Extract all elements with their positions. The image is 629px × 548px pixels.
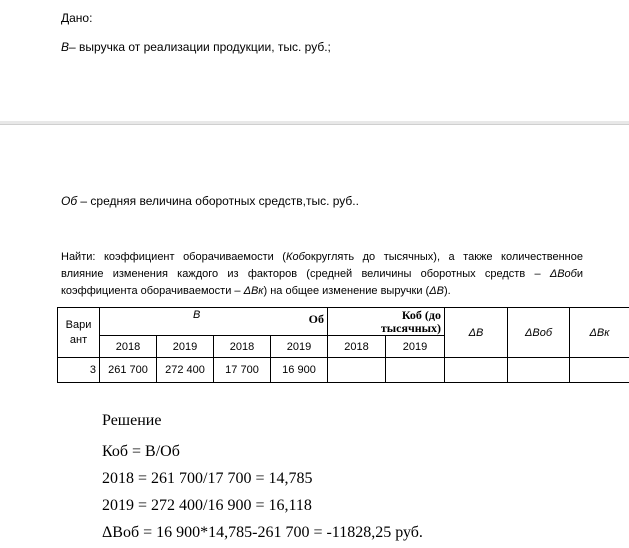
solution-line-4: ΔВоб = 16 900*14,785-261 700 = -11828,25 руб. bbox=[102, 524, 423, 541]
year-header: 2019 bbox=[386, 336, 445, 358]
b-header: В bbox=[193, 309, 201, 321]
year-header: 2019 bbox=[157, 336, 214, 358]
year-header: 2018 bbox=[328, 336, 386, 358]
ob-header: Об bbox=[308, 312, 324, 326]
year-header: 2018 bbox=[214, 336, 271, 358]
b-ob-header bbox=[100, 308, 328, 336]
year-header: 2019 bbox=[271, 336, 328, 358]
variant-header: Вари ант bbox=[58, 308, 100, 358]
solution-line-1: Коб = В/Об bbox=[102, 443, 180, 460]
data-table bbox=[57, 307, 629, 383]
find-text-2: округлять до тысячных), а также количественное влияние изменения каждого из факторов (средней величины оборотных средств – bbox=[61, 251, 583, 280]
kob-header: Коб (до тысячных) bbox=[328, 308, 445, 336]
find-kob: Коб bbox=[285, 251, 305, 263]
find-dvob: ΔВоб bbox=[549, 268, 577, 280]
dvk-header: ΔВк bbox=[570, 308, 629, 358]
find-text-3: и коэффициента оборачиваемости – bbox=[61, 268, 583, 297]
given-b-line bbox=[61, 40, 331, 54]
empty-cell bbox=[570, 358, 629, 383]
b-description: – выручка от реализации продукции, тыс. руб.; bbox=[69, 40, 331, 54]
solution-line-3: 2019 = 272 400/16 900 = 16,118 bbox=[102, 497, 312, 514]
find-text-4: ) на общее изменение выручки ( bbox=[263, 285, 430, 297]
empty-cell bbox=[508, 358, 570, 383]
solution-line-2: 2018 = 261 700/17 700 = 14,785 bbox=[102, 470, 313, 487]
dv-header: ΔВ bbox=[445, 308, 508, 358]
variant-value: 3 bbox=[58, 358, 100, 383]
b2018-value: 261 700 bbox=[100, 358, 157, 383]
dvob-header: ΔВоб bbox=[508, 308, 570, 358]
ob-description: – средняя величина оборотных средств,тыс. руб.. bbox=[77, 194, 359, 208]
empty-cell bbox=[386, 358, 445, 383]
page-break-line bbox=[0, 124, 629, 125]
year-header: 2018 bbox=[100, 336, 157, 358]
given-ob-line bbox=[61, 194, 359, 208]
ob2018-value: 17 700 bbox=[214, 358, 271, 383]
b-symbol: В bbox=[61, 40, 70, 54]
find-text-1: Найти: коэффициент оборачиваемости ( bbox=[61, 251, 286, 263]
find-dvk: ΔВк bbox=[243, 285, 264, 297]
find-text-5: ). bbox=[443, 285, 451, 297]
empty-cell bbox=[328, 358, 386, 383]
ob-symbol: Об bbox=[61, 194, 78, 208]
find-dv: ΔВ bbox=[429, 285, 444, 297]
empty-cell bbox=[445, 358, 508, 383]
ob2019-value: 16 900 bbox=[271, 358, 328, 383]
find-paragraph bbox=[61, 249, 583, 300]
solution-title: Решение bbox=[102, 412, 162, 429]
b2019-value: 272 400 bbox=[157, 358, 214, 383]
given-heading: Дано: bbox=[61, 11, 93, 25]
